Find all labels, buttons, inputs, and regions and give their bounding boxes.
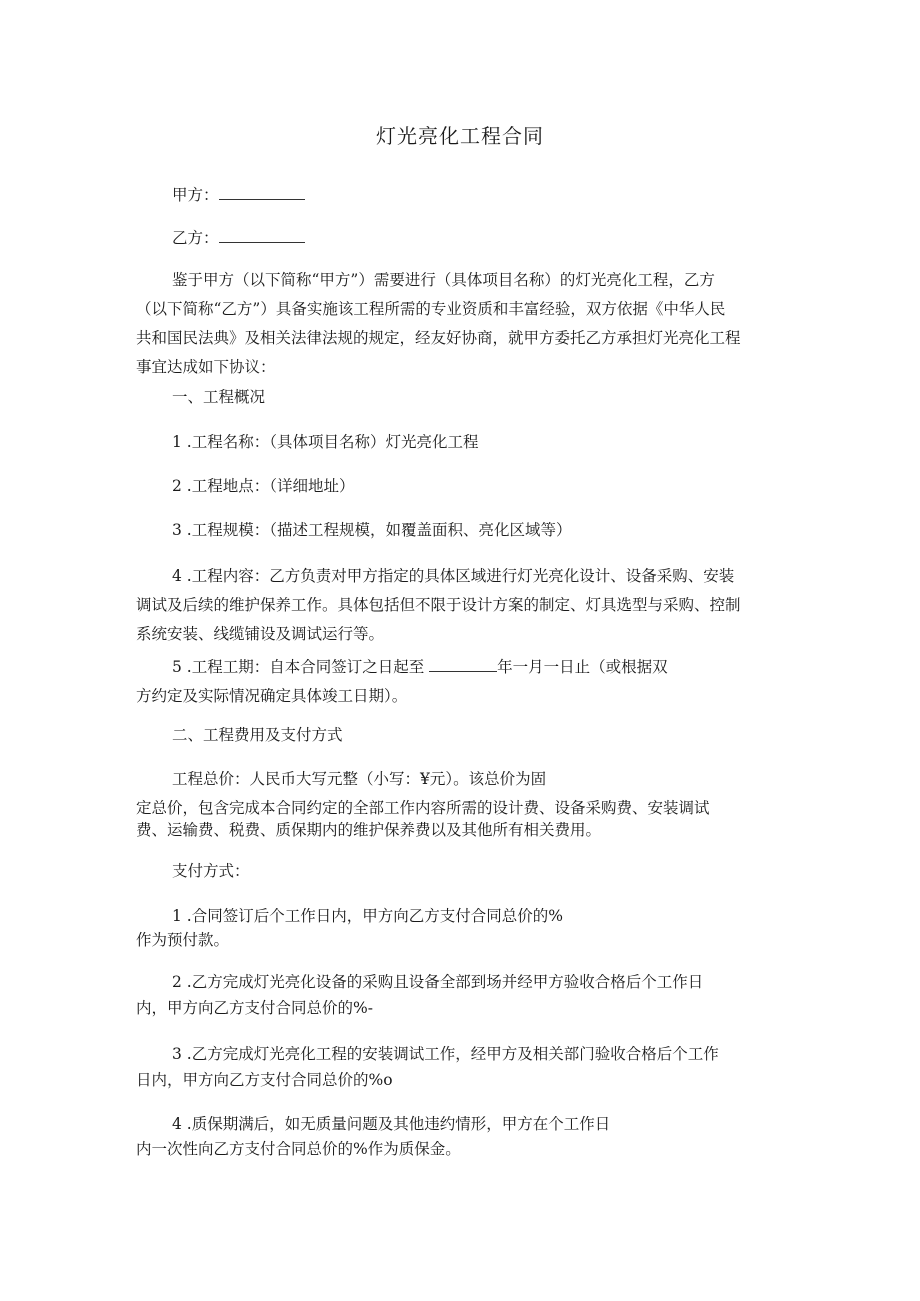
- document-title: 灯光亮化工程合同: [376, 124, 544, 148]
- section-1-heading: 一、工程概况: [172, 388, 266, 406]
- duration-prefix: 5 .工程工期：自本合同签订之日起至: [172, 658, 425, 676]
- party-a-blank: [219, 183, 305, 200]
- project-duration-line-1: [172, 653, 832, 683]
- price-line-1: 工程总价：人民币大写元整（小写：¥元）。该总价为固: [172, 770, 547, 788]
- project-content-line-2: 调试及后续的维护保养工作。具体包括但不限于设计方案的制定、灯具选型与采购、控制: [136, 596, 741, 614]
- payment-item-3-line-1: 3 .乙方完成灯光亮化工程的安装调试工作，经甲方及相关部门验收合格后个工作: [172, 1045, 719, 1063]
- preamble-line-4: 事宜达成如下协议：: [136, 358, 276, 376]
- price-line-3: 费、运输费、税费、质保期内的维护保养费以及其他所有相关费用。: [136, 821, 602, 839]
- payment-item-2-line-2: 内，甲方向乙方支付合同总价的%-: [136, 999, 373, 1017]
- payment-item-4-line-2: 内一次性向乙方支付合同总价的%作为质保金。: [136, 1140, 461, 1158]
- payment-heading: 支付方式：: [172, 862, 250, 880]
- project-name-item: 1 .工程名称：（具体项目名称）灯光亮化工程: [172, 433, 479, 451]
- project-scale-item: 3 .工程规模：（描述工程规模，如覆盖面积、亮化区域等）: [172, 521, 572, 539]
- preamble-line-1: 鉴于甲方（以下简称“甲方”）需要进行（具体项目名称）的灯光亮化工程，乙方: [172, 271, 715, 289]
- section-2-heading: 二、工程费用及支付方式: [172, 726, 343, 744]
- project-location-item: 2 .工程地点：（详细地址）: [172, 477, 355, 495]
- party-a-line: [172, 181, 832, 211]
- price-line-2: 定总价，包含完成本合同约定的全部工作内容所需的设计费、设备采购费、安装调试: [136, 799, 710, 817]
- project-content-line-3: 系统安装、线缆铺设及调试运行等。: [136, 625, 385, 643]
- payment-item-1-line-2: 作为预付款。: [136, 931, 230, 949]
- party-b-label: 乙方：: [172, 229, 219, 247]
- duration-blank: [429, 655, 497, 672]
- preamble-line-2: （以下简称“乙方”）具备实施该工程所需的专业资质和丰富经验，双方依据《中华人民: [136, 300, 726, 318]
- party-b-blank: [219, 226, 305, 243]
- payment-item-1-line-1: 1 .合同签订后个工作日内，甲方向乙方支付合同总价的%: [172, 907, 563, 925]
- payment-item-2-line-1: 2 .乙方完成灯光亮化设备的采购且设备全部到场并经甲方验收合格后个工作日: [172, 973, 704, 991]
- project-content-line-1: 4 .工程内容：乙方负责对甲方指定的具体区域进行灯光亮化设计、设备采购、安装: [172, 567, 735, 585]
- party-b-line: [172, 224, 832, 254]
- project-duration-line-2: 方约定及实际情况确定具体竣工日期）。: [136, 687, 408, 705]
- duration-suffix: 年一月一日止（或根据双: [497, 658, 668, 676]
- preamble-line-3: 共和国民法典》及相关法律法规的规定，经友好协商，就甲方委托乙方承担灯光亮化工程: [136, 329, 741, 347]
- payment-item-4-line-1: 4 .质保期满后，如无质量问题及其他违约情形，甲方在个工作日: [172, 1115, 611, 1133]
- payment-item-3-line-2: 日内，甲方向乙方支付合同总价的%o: [136, 1071, 393, 1089]
- party-a-label: 甲方：: [172, 186, 219, 204]
